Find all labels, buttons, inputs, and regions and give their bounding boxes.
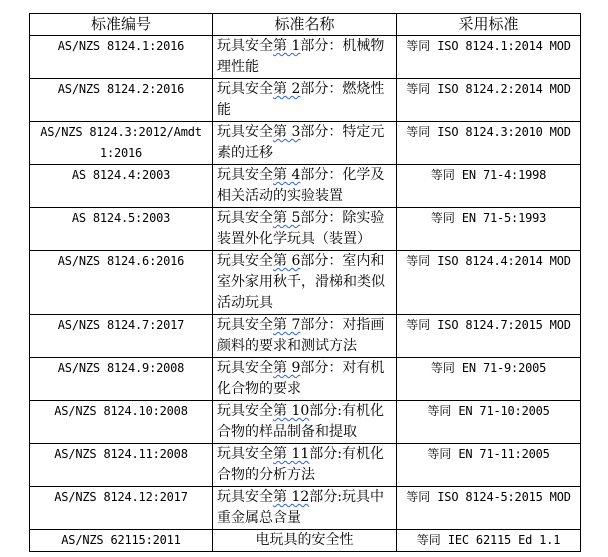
name-suffix: 部分：燃烧性能 (217, 81, 385, 118)
adopt-prefix: 等同 (406, 254, 431, 268)
spellcheck-mark: 第 6 (273, 253, 301, 269)
adopt-prefix: 等同 (416, 533, 441, 547)
adopt-reference: EN 71-9:2005 (454, 361, 547, 375)
table-row (30, 444, 581, 487)
name-prefix: 玩具安全 (217, 210, 273, 226)
adopt-prefix: 等同 (406, 490, 431, 504)
adopted-standard (397, 487, 581, 530)
name-prefix: 玩具安全 (217, 38, 273, 54)
name-prefix: 玩具安全 (217, 360, 273, 376)
table-row (30, 208, 581, 251)
standard-number: AS/NZS 8124.12:2017 (30, 487, 213, 530)
adopt-reference: EN 71-11:2005 (451, 447, 550, 461)
adopted-standard (397, 122, 581, 165)
standard-number: AS/NZS 8124.11:2008 (30, 444, 213, 487)
standard-name (213, 36, 397, 79)
spellcheck-mark: 第 12 (273, 489, 310, 505)
adopt-reference: EN 71-5:1993 (454, 211, 547, 225)
header-adopted-standard: 采用标准 (397, 14, 581, 36)
table-row (30, 530, 581, 552)
name-prefix: 玩具安全 (217, 81, 273, 97)
name-prefix: 玩具安全 (217, 446, 273, 462)
adopt-prefix: 等同 (406, 39, 431, 53)
adopt-prefix: 等同 (427, 447, 452, 461)
table-row (30, 122, 581, 165)
standard-name (213, 444, 397, 487)
adopted-standard (397, 36, 581, 79)
name-suffix: 部分：除实验装置外化学玩具（装置） (217, 210, 385, 247)
standard-number: AS 8124.4:2003 (30, 165, 213, 208)
spellcheck-mark: 第 11 (273, 446, 310, 462)
standard-name (213, 487, 397, 530)
adopt-reference: EN 71-10:2005 (451, 404, 550, 418)
adopt-prefix: 等同 (427, 404, 452, 418)
standard-name (213, 358, 397, 401)
header-row (30, 14, 581, 36)
adopt-reference: IEC 62115 Ed 1.1 (440, 533, 561, 547)
adopted-standard (397, 444, 581, 487)
adopted-standard (397, 79, 581, 122)
table-row (30, 251, 581, 315)
adopt-reference: ISO 8124.1:2014 MOD (430, 39, 571, 53)
standard-name (213, 79, 397, 122)
table-body (30, 36, 581, 552)
standard-name (213, 401, 397, 444)
spellcheck-mark: 第 3 (273, 124, 301, 140)
standard-number: AS/NZS 8124.7:2017 (30, 315, 213, 358)
name-prefix: 玩具安全 (217, 489, 273, 505)
adopt-prefix: 等同 (406, 318, 431, 332)
standard-number: AS/NZS 8124.6:2016 (30, 251, 213, 315)
name-suffix: 部分:玩具中重金属总含量 (217, 489, 384, 526)
standard-number: AS/NZS 8124.10:2008 (30, 401, 213, 444)
adopted-standard (397, 401, 581, 444)
name-prefix: 玩具安全 (217, 317, 273, 333)
adopted-standard (397, 208, 581, 251)
name-suffix: 部分：化学及相关活动的实验装置 (217, 167, 385, 204)
table-row (30, 487, 581, 530)
table-header (30, 14, 581, 36)
name-suffix: 部分：对指画颜料的要求和测试方法 (217, 317, 385, 354)
adopt-reference: EN 71-4:1998 (454, 168, 547, 182)
adopted-standard (397, 315, 581, 358)
standard-name (213, 251, 397, 315)
standard-number: AS/NZS 8124.3:2012/Amdt 1:2016 (30, 122, 213, 165)
standard-number: AS/NZS 8124.9:2008 (30, 358, 213, 401)
adopted-standard (397, 530, 581, 552)
standard-name (213, 530, 397, 552)
standard-name (213, 122, 397, 165)
spellcheck-mark: 第 9 (273, 360, 301, 376)
spellcheck-mark: 第 4 (273, 167, 301, 183)
adopt-prefix: 等同 (430, 361, 455, 375)
spellcheck-mark: 第 5 (273, 210, 301, 226)
spellcheck-mark: 第 10 (273, 403, 310, 419)
standard-name (213, 165, 397, 208)
adopted-standard (397, 165, 581, 208)
table-row (30, 79, 581, 122)
table-row (30, 401, 581, 444)
spellcheck-mark: 第 1 (273, 38, 301, 54)
name-prefix: 玩具安全 (217, 253, 273, 269)
name-suffix: 部分:有机化合物的分析方法 (217, 446, 384, 483)
standard-number: AS/NZS 62115:2011 (30, 530, 213, 552)
standard-name (213, 208, 397, 251)
name-prefix: 玩具安全 (217, 167, 273, 183)
header-standard-number: 标准编号 (30, 14, 213, 36)
adopt-reference: ISO 8124.7:2015 MOD (430, 318, 571, 332)
table-row (30, 36, 581, 79)
name-suffix: 部分：对有机化合物的要求 (217, 360, 385, 397)
name-suffix: 部分：室内和室外家用秋千，滑梯和类似活动玩具 (217, 253, 385, 311)
adopt-reference: ISO 8124.3:2010 MOD (430, 125, 571, 139)
table-row (30, 165, 581, 208)
standard-number: AS/NZS 8124.2:2016 (30, 79, 213, 122)
name-suffix: 部分：机械物理性能 (217, 38, 385, 75)
spellcheck-mark: 第 2 (273, 81, 301, 97)
adopted-standard (397, 358, 581, 401)
adopt-reference: ISO 8124-5:2015 MOD (430, 490, 571, 504)
name-prefix: 玩具安全 (217, 403, 273, 419)
adopt-prefix: 等同 (406, 125, 431, 139)
header-standard-name: 标准名称 (213, 14, 397, 36)
adopt-prefix: 等同 (430, 211, 455, 225)
standard-name (213, 315, 397, 358)
adopted-standard (397, 251, 581, 315)
table-row (30, 358, 581, 401)
name-prefix: 电玩具的安全性 (255, 532, 354, 548)
spellcheck-mark: 第 7 (273, 317, 301, 333)
standard-number: AS/NZS 8124.1:2016 (30, 36, 213, 79)
standard-number: AS 8124.5:2003 (30, 208, 213, 251)
adopt-reference: ISO 8124.2:2014 MOD (430, 82, 571, 96)
name-prefix: 玩具安全 (217, 124, 273, 140)
name-suffix: 部分:有机化合物的样品制备和提取 (217, 403, 384, 440)
adopt-prefix: 等同 (430, 168, 455, 182)
standards-table (29, 13, 581, 552)
name-suffix: 部分：特定元素的迁移 (217, 124, 385, 161)
adopt-reference: ISO 8124.4:2014 MOD (430, 254, 571, 268)
table-row (30, 315, 581, 358)
adopt-prefix: 等同 (406, 82, 431, 96)
